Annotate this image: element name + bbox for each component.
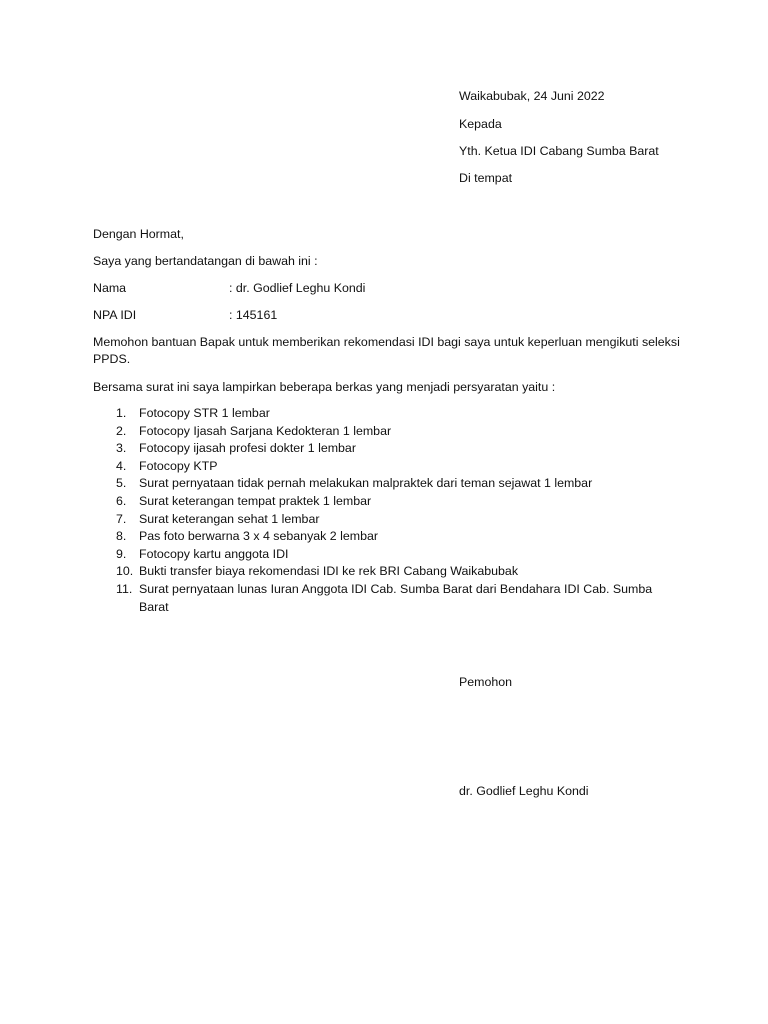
- attachment-list: [93, 405, 683, 616]
- list-item: [93, 546, 683, 564]
- list-item-text: Fotocopy KTP: [139, 458, 218, 473]
- list-item-number: 8.: [116, 529, 127, 544]
- list-item-number: 2.: [116, 423, 127, 438]
- field-label-name: Nama: [93, 281, 127, 295]
- list-item: [93, 511, 683, 529]
- list-item: [93, 493, 683, 511]
- place-date: Waikabubak, 24 Juni 2022: [459, 89, 605, 103]
- signature-name: dr. Godlief Leghu Kondi: [459, 784, 589, 798]
- request-paragraph: Memohon bantuan Bapak untuk memberikan rekomendasi IDI bagi saya untuk keperluan mengikuti seleksi PPDS.: [93, 335, 680, 366]
- field-value-npa: : 145161: [229, 308, 278, 322]
- list-item-text: Surat keterangan sehat 1 lembar: [139, 511, 320, 526]
- list-item-text: Fotocopy kartu anggota IDI: [139, 546, 289, 561]
- attachments-intro: Bersama surat ini saya lampirkan beberapa berkas yang menjadi persyaratan yaitu :: [93, 380, 556, 394]
- list-item-number: 3.: [116, 441, 127, 456]
- list-item: [93, 563, 683, 581]
- list-item-number: 1.: [116, 406, 127, 420]
- list-item: [93, 405, 683, 423]
- list-item-number: 5.: [116, 476, 127, 491]
- intro-text: Saya yang bertandatangan di bawah ini :: [93, 254, 318, 268]
- list-item-text: Bukti transfer biaya rekomendasi IDI ke rek BRI Cabang Waikabubak: [139, 564, 519, 579]
- list-item-number: 7.: [116, 511, 127, 526]
- list-item-number: 4.: [116, 458, 127, 473]
- list-item: [93, 528, 683, 546]
- list-item: [93, 475, 683, 493]
- list-item-text: Surat pernyataan lunas Iuran Anggota IDI Cab. Sumba Barat dari Bendahara IDI Cab. Sumba Barat: [139, 581, 653, 614]
- list-item-text: Pas foto berwarna 3 x 4 sebanyak 2 lembar: [139, 529, 378, 544]
- signature-role: Pemohon: [459, 675, 513, 689]
- list-item-number: 9.: [116, 546, 127, 561]
- list-item: [93, 581, 683, 616]
- list-item-text: Surat keterangan tempat praktek 1 lembar: [139, 493, 372, 508]
- list-item-text: Fotocopy Ijasah Sarjana Kedokteran 1 lembar: [139, 423, 392, 438]
- list-item: [93, 440, 683, 458]
- list-item-text: Fotocopy STR 1 lembar: [139, 406, 270, 420]
- recipient-name: Yth. Ketua IDI Cabang Sumba Barat: [459, 144, 659, 158]
- recipient-to: Kepada: [459, 117, 502, 131]
- salutation: Dengan Hormat,: [93, 227, 184, 241]
- list-item: [93, 423, 683, 441]
- list-item-number: 10.: [116, 564, 134, 579]
- list-item-number: 11.: [116, 581, 133, 596]
- list-item-number: 6.: [116, 493, 127, 508]
- recipient-location: Di tempat: [459, 171, 513, 185]
- list-item-text: Fotocopy ijasah profesi dokter 1 lembar: [139, 441, 356, 456]
- list-item-text: Surat pernyataan tidak pernah melakukan malpraktek dari teman sejawat 1 lembar: [139, 476, 593, 491]
- list-item: [93, 458, 683, 476]
- field-label-npa: NPA IDI: [93, 308, 137, 322]
- field-value-name: : dr. Godlief Leghu Kondi: [229, 281, 366, 295]
